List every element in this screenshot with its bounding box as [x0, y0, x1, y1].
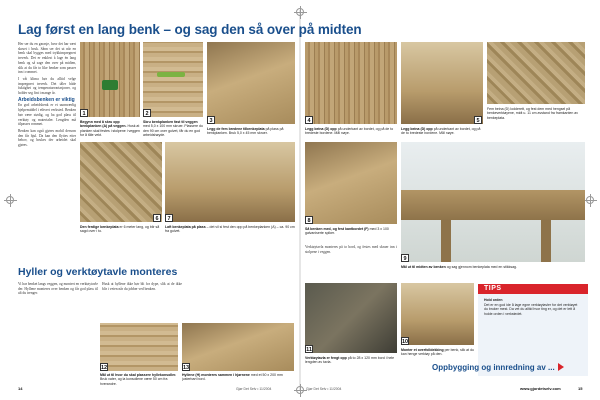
- drill-icon: [102, 80, 118, 90]
- step-8-caption-bold: Så benken med, og fest kantbordet (F): [305, 227, 369, 231]
- step-12-photo: [100, 323, 178, 371]
- step-9-photo: [401, 142, 585, 262]
- step-1-caption-text: Husk at planken skal festes i stolpene i veggen for å tåle vekt.: [80, 124, 140, 138]
- step-11-number: 11: [306, 347, 312, 353]
- intro-paragraph-2: I våt klima bør du alltid velge impregnert treverk. Det tåler både fuktighet og temperaturvariasjoner, og holder seg fint i mange år.: [18, 76, 76, 96]
- step-4-caption: [305, 127, 397, 141]
- step-11-photo: [305, 283, 397, 353]
- step-6-number: 6: [153, 214, 161, 222]
- bench-plank: [401, 190, 585, 220]
- step-9-number: 9: [401, 254, 409, 262]
- step-5-photo-b: [487, 42, 585, 104]
- step-10-photo: [401, 283, 474, 345]
- step-9-caption-text: og sag gjennom benkeplata med en stikksag.: [446, 265, 517, 269]
- tips-body: [484, 298, 582, 358]
- step-13-photo: [182, 323, 294, 371]
- step-12-caption-text: Bruk vater, og la konsollene være 50 cm fra hverandre.: [100, 377, 168, 386]
- left-footer-source: Gjør Det Selv • 11/2004: [236, 387, 272, 391]
- step-3-photo: [207, 42, 295, 124]
- left-page-number: 14: [18, 386, 23, 391]
- step-6-caption-bold: Den ferdige benkeplata: [80, 225, 119, 229]
- step-12-number: 12: [101, 365, 108, 371]
- right-page-number: 15: [578, 386, 583, 391]
- step-5-caption-a-bold: Legg beina (D) opp: [401, 127, 433, 131]
- bench-leg-right: [541, 220, 551, 262]
- section2-column-3-right: [305, 245, 397, 285]
- section2-column-1: [18, 282, 98, 322]
- step-10-caption-bold: Monter et overfolldekking: [401, 348, 444, 352]
- registration-mark-left: [6, 196, 14, 204]
- page-gutter: [299, 10, 301, 390]
- step-8-photo: [305, 142, 397, 224]
- arrow-right-icon: [558, 363, 564, 371]
- step-7-caption: [165, 225, 295, 239]
- step-8-caption: [305, 227, 397, 241]
- step-9-caption-bold: Mål ut til midten av benken: [401, 265, 446, 269]
- step-4-photo: [305, 42, 397, 124]
- step-5-number: 5: [474, 116, 482, 124]
- intro-column: [18, 42, 76, 258]
- step-5-caption: [487, 107, 585, 127]
- step-6-caption-text: er 6 meter lang, og blir så sagd over i to.: [80, 225, 160, 234]
- section2-title: Hyller og verktøytavle monteres: [18, 266, 178, 278]
- step-5-caption-text: Fem beina (D) lodderett, og fest dem med hengsel på benkeverktøyene, midt u. 11 cm avstand fra framkanten av benkeplata.: [487, 107, 578, 120]
- step-9-caption: [401, 265, 585, 273]
- tips-title: Hold orden: [484, 298, 503, 302]
- step-13-caption-text: med et 50 x 200 mm justerbart bord.: [182, 373, 283, 382]
- step-2-photo: [143, 42, 203, 117]
- step-6-caption: [80, 225, 162, 239]
- step-10-caption: [401, 348, 474, 362]
- step-5-photo-a: [401, 42, 483, 124]
- step-7-caption-bold: Laft benkeplata på plass: [165, 225, 206, 229]
- step-13-caption-bold: Hyllene (H) monteres sammen i hjørnene: [182, 373, 250, 377]
- step-11-caption-bold: Verktøytavla er fengt opp: [305, 356, 347, 360]
- level-icon: [157, 72, 185, 77]
- step-8-number: 8: [305, 216, 313, 224]
- step-7-photo: [165, 142, 295, 222]
- step-1-photo: [80, 42, 140, 117]
- right-footer-source: Gjør Det Selv • 11/2004: [306, 387, 342, 391]
- bench-leg-left: [441, 220, 451, 262]
- step-7-caption-text: – det vil si fest den opp på benkeplanken (A) – ca. 90 cm fra gulvet.: [165, 225, 295, 234]
- tips-text: Det er en god ide å lage egne verktøytavler for det verktøyet du bruker mest. Da vet du alltid hvor ting er, og det er lett å holde orden i verkstedet.: [484, 302, 578, 316]
- right-footer-url[interactable]: www.gjordetselv.com: [520, 386, 561, 391]
- step-11-caption: [305, 356, 397, 370]
- intro-paragraph-1: Her ser du en garasje, hvor det har vært skruet i bruk. Sånn ser det ut når en benk skal bygges med trykkimpregnert treverk. Det er enklest å lage én lang benk og så sage den over på midten, slik at du får to like benker som passer inn i rommet.: [18, 42, 76, 75]
- step-10-number: 10: [402, 339, 409, 345]
- step-2-caption: [143, 120, 203, 138]
- step-3-caption-text: på plass på benkplanken. Bruk 5,0 x 45 mm skruer.: [207, 127, 284, 136]
- step-12-caption-bold: Mål ut til hvor du skal plassere hyllekonsoller.: [100, 373, 177, 377]
- tips-header: [478, 284, 588, 294]
- step-10-caption-text: per benk, slik at du kan henge verktøy på den.: [401, 348, 474, 357]
- step-8-caption-text: med 3 x 100 galvaniserte spiker.: [305, 227, 389, 236]
- section2-column-2: [102, 282, 182, 322]
- section2-text-1: Vi har benket langs veggen, og montert en verktøytavle der. Hyllene monteres over benken og får god plass til alt du trenger.: [18, 282, 98, 296]
- intro-paragraph-3: En god arbeidsbenk er et uunnværlig hjelpemiddel i ethvert verksted. Benken bør være stødig, og ha god plass til verktøy og materialer. Lengden må tilpasses rommet.: [18, 103, 76, 127]
- step-3-number: 3: [207, 116, 215, 124]
- registration-mark-right: [586, 196, 594, 204]
- section2-text-3: Verktøytavla monteres på to bord, og festes med skruer inn i stolpene i veggen.: [305, 245, 397, 254]
- step-4-caption-text: på underkant av bordet, og på de to bredeste bordene. Mål nøye.: [305, 127, 394, 136]
- step-3-caption-bold: Legg de fem bredene tilbenkeplata: [207, 127, 265, 131]
- step-2-caption-bold: Skru benkplanken fast til veggen: [143, 120, 198, 124]
- step-13-number: 13: [183, 365, 190, 371]
- step-6-photo: [80, 142, 162, 222]
- step-4-number: 4: [305, 116, 313, 124]
- continue-teaser: [432, 363, 564, 372]
- step-1-caption: [80, 120, 140, 138]
- step-7-number: 7: [165, 214, 173, 222]
- registration-mark-top: [296, 8, 304, 16]
- step-1-caption-bold: Begynn med å skru opp benkplanken (A) på veggen.: [80, 120, 127, 129]
- step-11-caption-text: på to 28 x 120 mm bord i hele lengden av tavla.: [305, 356, 395, 365]
- step-5-caption-a-text: på underkant av bordet, og på de to bredeste bordene. Mål nøye.: [401, 127, 481, 136]
- registration-mark-bottom: [296, 386, 304, 394]
- section2-column-3: [186, 282, 266, 322]
- step-13-caption: [182, 373, 294, 387]
- section2-text-2: Husk at hyllene ikke bør bli for dype, slik at de ikke blir i veien når du jobber ved benken.: [102, 282, 182, 291]
- step-4-caption-bold: Legg beina (D) opp: [305, 127, 337, 131]
- step-3-caption: [207, 127, 295, 141]
- tips-heading: TIPS: [484, 285, 502, 292]
- intro-subhead: Arbeidsbenken er viktig: [18, 96, 75, 103]
- step-2-number: 2: [143, 109, 151, 117]
- step-2-caption-text: med 5,0 x 100 mm skruer. Plassere du den 90 cm over gulvet, får du en god arbeidshøyde.: [143, 124, 203, 138]
- page-title: Lag først en lang benk – og sag den så over på midten: [18, 22, 362, 37]
- continue-teaser-text: Oppbygging og innredning av ...: [432, 363, 555, 372]
- step-5-caption-a: [401, 127, 483, 141]
- step-12-caption: [100, 373, 178, 387]
- intro-paragraph-4: Benken kan også gjøres mobil dersom den får hjul. Da kan den flyttes etter behov, og brukes der arbeidet skal gjøres.: [18, 128, 76, 148]
- step-1-number: 1: [80, 109, 88, 117]
